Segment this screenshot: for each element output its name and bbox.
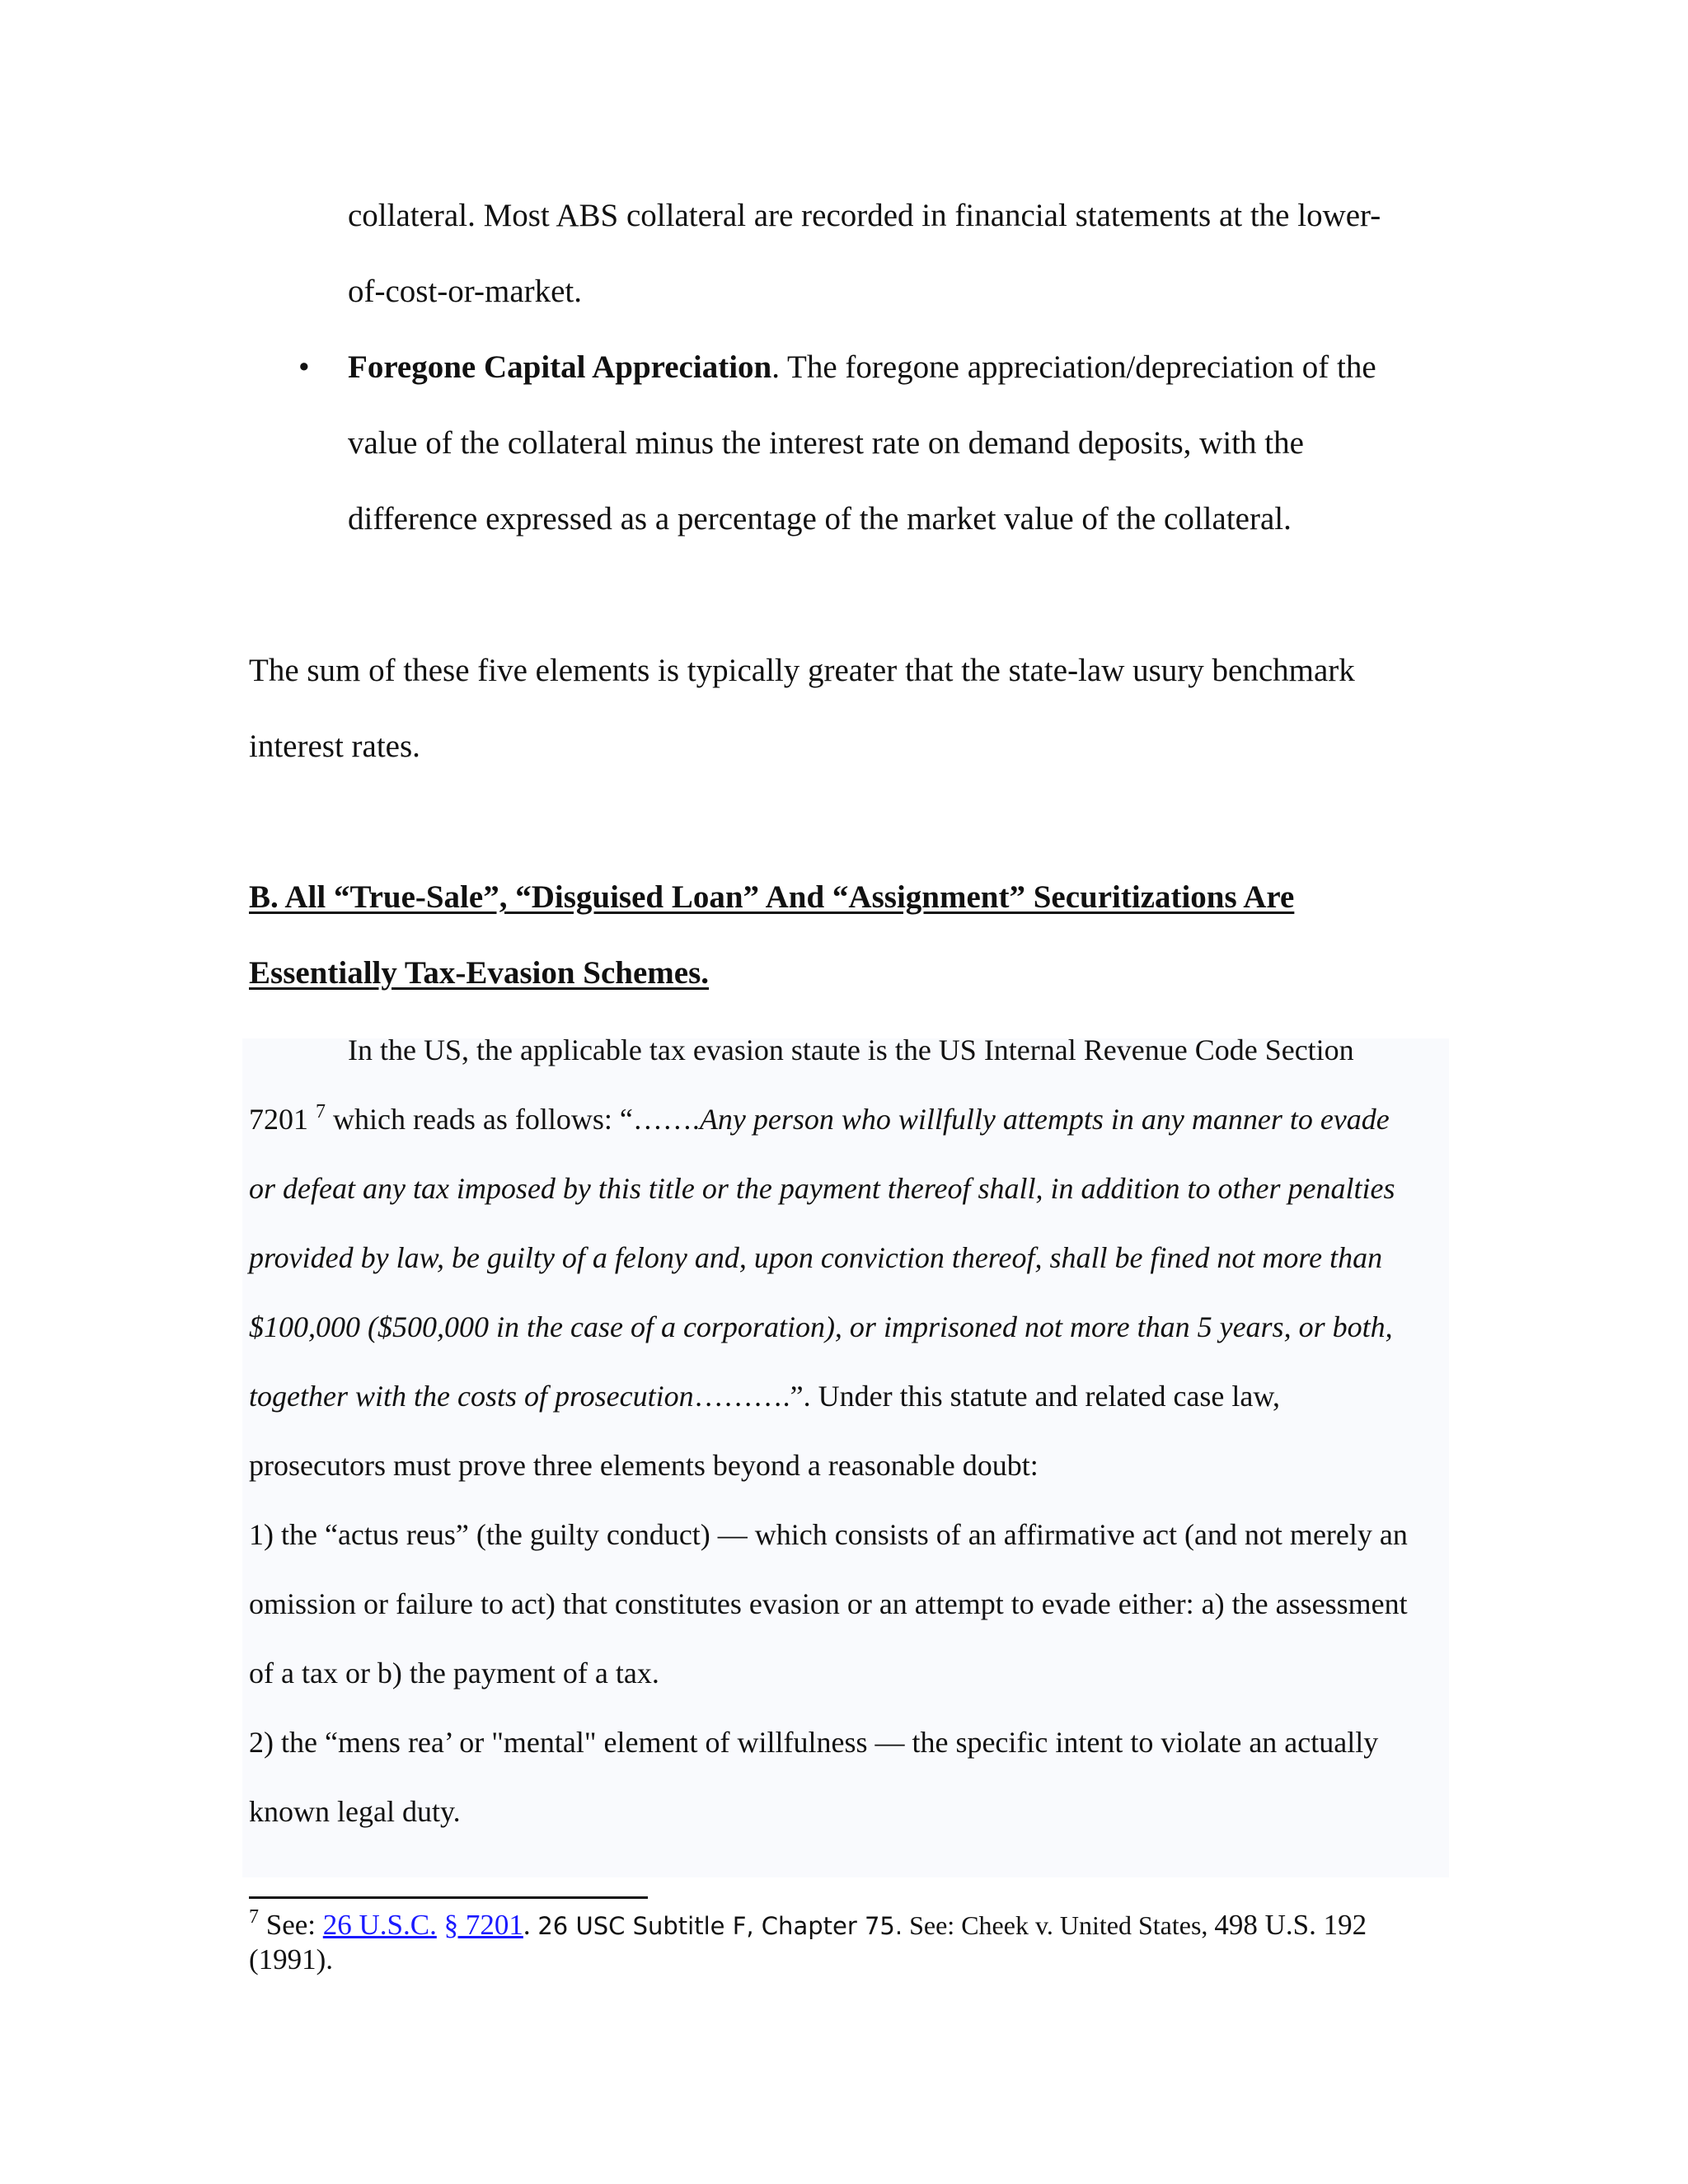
body-line-5: $100,000 ($500,000 in the case of a corporation), or imprisoned not more than 5 years, or both, [249,1310,1393,1343]
footnote-7-line-2: (1991). [249,1943,334,1975]
body-line-12: known legal duty. [249,1795,461,1828]
footnote-ref-7: 7 [316,1101,326,1122]
summary-line-1: The sum of these five elements is typically greater that the state-law usury benchmark [249,653,1355,688]
body-line-3: or defeat any tax imposed by this title or the payment thereof shall, in addition to other penalties [249,1172,1395,1205]
bullet-continuation-line-2: of-cost-or-market. [348,274,583,309]
statute-number: 7201 [249,1103,316,1136]
body-line-2 [249,1099,1390,1139]
footnote-number: 7 [249,1906,259,1928]
body-line-10: of a tax or b) the payment of a tax. [249,1657,659,1690]
quote-text-start: Any person who willfully attempts in any manner to evade [699,1103,1390,1136]
footnote-case-ref: See: Cheek v. United States, [903,1910,1215,1940]
footnote-period: . [523,1909,538,1941]
bullet-item-line-3: difference expressed as a percentage of the market value of the collateral. [348,501,1292,537]
bullet-item-line-2: value of the collateral minus the interest rate on demand deposits, with the [348,425,1304,461]
quote-intro: which reads as follows: “……. [326,1103,700,1136]
statute-commentary: ……….”. Under this statute and related case law, [693,1380,1281,1413]
body-line-9: omission or failure to act) that constitutes evasion or an attempt to evade either: a) the assessment [249,1587,1408,1620]
section-heading-line-2: Essentially Tax-Evasion Schemes. [249,955,710,991]
footnote-space [437,1909,444,1941]
footnote-see-label: See: [259,1909,323,1941]
section-heading-line-1: B. All “True-Sale”, “Disguised Loan” And “Assignment” Securitizations Are [249,879,1295,915]
body-line-11: 2) the “mens rea’ or "mental" element of willfulness — the specific intent to violate an actually [249,1726,1379,1759]
body-line-6 [249,1376,1280,1416]
footnote-7 [249,1906,1367,1943]
body-line-1: In the US, the applicable tax evasion staute is the US Internal Revenue Code Section [348,1033,1354,1066]
body-line-4: provided by law, be guilty of a felony and, upon conviction thereof, shall be fined not more than [249,1241,1383,1274]
footnote-separator [249,1896,648,1899]
footnote-code-ref: 26 USC Subtitle F, Chapter 75. [537,1912,903,1940]
link-section-7201[interactable]: § 7201 [443,1909,523,1941]
link-26-usc[interactable]: 26 U.S.C. [322,1909,437,1941]
body-line-7: prosecutors must prove three elements beyond a reasonable doubt: [249,1449,1039,1482]
bullet-continuation-line-1: collateral. Most ABS collateral are recorded in financial statements at the lower- [348,198,1381,233]
body-line-8: 1) the “actus reus” (the guilty conduct) — which consists of an affirmative act (and not merely an [249,1518,1408,1551]
bullet-item-title: Foregone Capital Appreciation [348,349,772,385]
bullet-marker: • [298,349,310,385]
summary-line-2: interest rates. [249,729,420,764]
bullet-item-text: . The foregone appreciation/depreciation of the [771,349,1376,385]
quote-text-end: together with the costs of prosecution [249,1380,694,1413]
bullet-item-line-1 [348,348,1376,387]
footnote-citation: 498 U.S. 192 [1214,1909,1367,1941]
